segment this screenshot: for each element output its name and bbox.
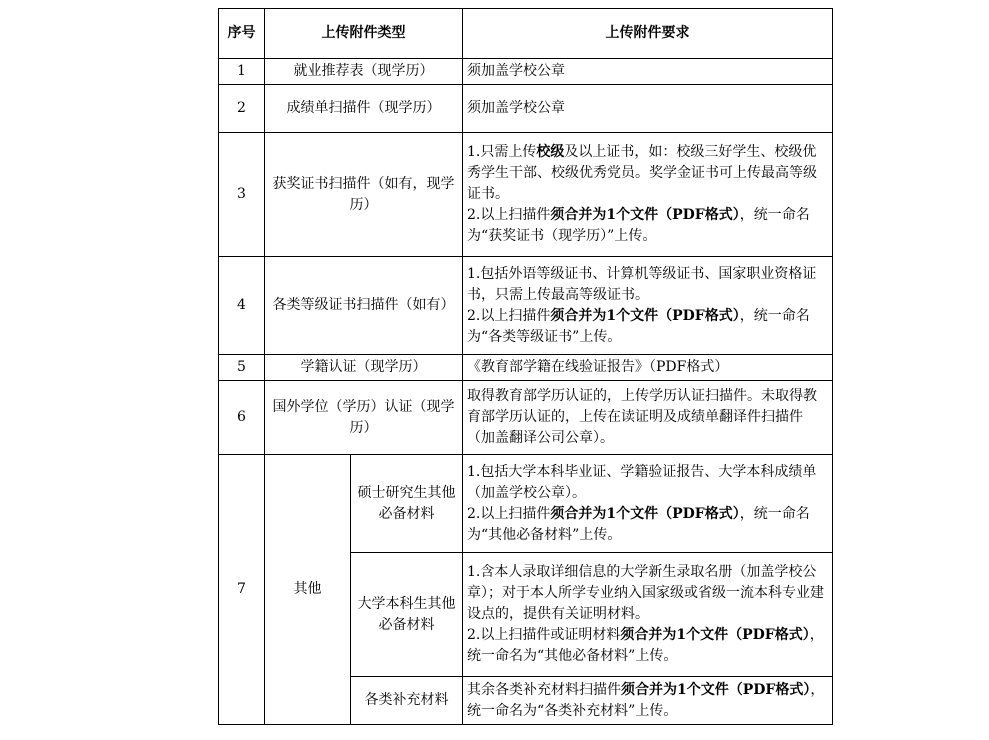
requirement-paragraph-1: 1.只需上传校级及以上证书，如：校级三好学生、校级优秀学生干部、校级优秀党员。奖学金证书可上传最高等级证书。 bbox=[467, 144, 817, 202]
row-type: 就业推荐表（现学历） bbox=[265, 59, 463, 85]
row-no: 1 bbox=[219, 59, 265, 85]
table-row bbox=[219, 455, 833, 553]
attachment-requirements-table bbox=[218, 8, 833, 725]
header-no: 序号 bbox=[219, 9, 265, 59]
sub-type-bachelor: 大学本科生其他必备材料 bbox=[351, 553, 463, 677]
row-requirement bbox=[463, 553, 833, 677]
row-no: 7 bbox=[219, 455, 265, 725]
row-requirement bbox=[463, 257, 833, 355]
row-no: 3 bbox=[219, 133, 265, 257]
row-type: 国外学位（学历）认证（现学历） bbox=[265, 381, 463, 455]
requirement-paragraph-2: 2.以上扫描件或证明材料须合并为1个文件（PDF格式），统一命名为“其他必备材料”上传。 bbox=[467, 627, 824, 664]
header-type: 上传附件类型 bbox=[265, 9, 463, 59]
sub-type-extra: 各类补充材料 bbox=[351, 677, 463, 725]
row-type: 成绩单扫描件（现学历） bbox=[265, 85, 463, 133]
row-type: 学籍认证（现学历） bbox=[265, 355, 463, 381]
row-type: 各类等级证书扫描件（如有） bbox=[265, 257, 463, 355]
requirement-paragraph-1: 1.包括大学本科毕业证、学籍验证报告、大学本科成绩单（加盖学校公章）。 bbox=[467, 463, 817, 501]
header-requirement: 上传附件要求 bbox=[463, 9, 833, 59]
table-header-row bbox=[219, 9, 833, 59]
requirement-paragraph-1: 1.包括外语等级证书、计算机等级证书、国家职业资格证书，只需上传最高等级证书。 bbox=[467, 265, 817, 303]
row-requirement bbox=[463, 455, 833, 553]
row-no: 5 bbox=[219, 355, 265, 381]
row-requirement: 须加盖学校公章 bbox=[463, 59, 833, 85]
requirement-paragraph-2: 2.以上扫描件须合并为1个文件（PDF格式），统一命名为“其他必备材料”上传。 bbox=[467, 505, 810, 543]
row-type: 其他 bbox=[265, 455, 351, 725]
row-no: 2 bbox=[219, 85, 265, 133]
sub-type-master: 硕士研究生其他必备材料 bbox=[351, 455, 463, 553]
table-row bbox=[219, 257, 833, 355]
row-no: 6 bbox=[219, 381, 265, 455]
row-requirement: 须加盖学校公章 bbox=[463, 85, 833, 133]
requirement-paragraph-1: 1.含本人录取详细信息的大学新生录取名册（加盖学校公章）；对于本人所学专业纳入国家级或省级一流本科专业建设点的，提供有关证明材料。 bbox=[467, 564, 824, 622]
table-row bbox=[219, 355, 833, 381]
row-no: 4 bbox=[219, 257, 265, 355]
row-requirement: 《教育部学籍在线验证报告》（PDF格式） bbox=[463, 355, 833, 381]
table-row bbox=[219, 59, 833, 85]
table-row bbox=[219, 133, 833, 257]
table-row bbox=[219, 381, 833, 455]
requirement-paragraph-1: 其余各类补充材料扫描件须合并为1个文件（PDF格式），统一命名为“各类补充材料”上传。 bbox=[467, 681, 825, 719]
table-row bbox=[219, 85, 833, 133]
row-requirement bbox=[463, 133, 833, 257]
requirement-paragraph-2: 2.以上扫描件须合并为1个文件（PDF格式），统一命名为“获奖证书（现学历）”上传。 bbox=[467, 207, 810, 244]
row-type: 获奖证书扫描件（如有，现学历） bbox=[265, 133, 463, 257]
row-requirement: 取得教育部学历认证的，上传学历认证扫描件。未取得教育部学历认证的，上传在读证明及成绩单翻译件扫描件（加盖翻译公司公章）。 bbox=[463, 381, 833, 455]
requirement-paragraph-2: 2.以上扫描件须合并为1个文件（PDF格式），统一命名为“各类等级证书”上传。 bbox=[467, 307, 810, 345]
row-requirement bbox=[463, 677, 833, 725]
